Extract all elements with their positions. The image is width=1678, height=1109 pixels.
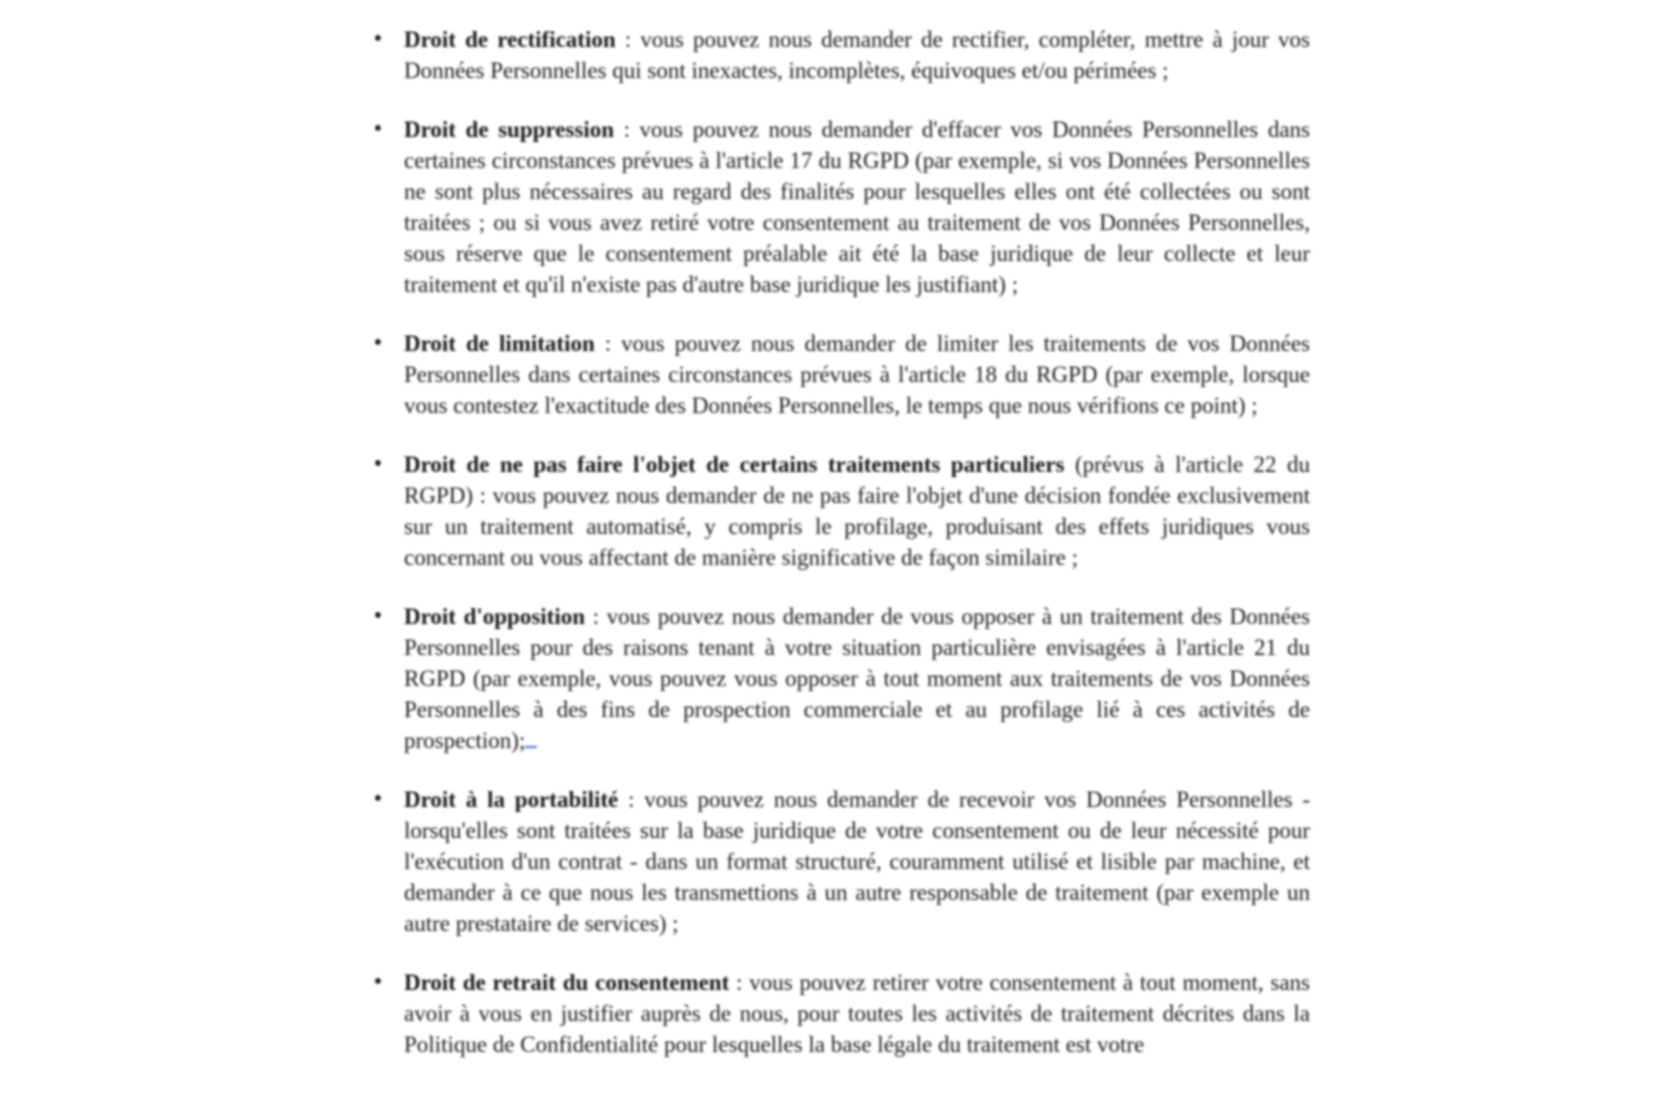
bullet-icon: • [373,786,383,812]
bullet-icon: • [373,969,383,995]
item-text: : vous pouvez nous demander de recevoir vos Données Personnelles - lorsqu'elles sont traitées sur la base juridique de votre consentement ou de leur nécessité pour l'exécution d'un contrat - dans un format structuré, couramment utilisé et lisible par machine, et demander à ce que nous les transmettions à un autre responsable de traitement (par exemple un autre prestataire de services) ; [404,787,1310,936]
list-item-portabilite [373,784,1310,939]
item-text: : vous pouvez nous demander de rectifier, compléter, mettre à jour vos Données Personnelles qui sont inexactes, incomplètes, équivoques et/ou périmées ; [404,27,1311,83]
list-item-suppression [373,114,1310,300]
list-item-rectification [373,24,1311,86]
list-item-traitements-particuliers [373,449,1310,573]
item-term: Droit de retrait du consentement [404,970,730,995]
item-term: Droit d'opposition [404,604,586,629]
bullet-icon: • [373,330,383,356]
bullet-icon: • [373,603,383,629]
list-item-retrait-consentement [373,967,1311,1060]
item-text: : vous pouvez nous demander d'effacer vos Données Personnelles dans certaines circonstances prévues à l'article 17 du RGPD (par exemple, si vos Données Personnelles ne sont plus nécessaires au regard des finalités pour lesquelles elles ont été collectées ou sont traitées ; ou si vous avez retiré votre consentement au traitement de vos Données Personnelles, sous réserve que le consentement préalable ait été la base juridique de leur collecte et leur traitement et qu'il n'existe pas d'autre base juridique les justifiant) ; [404,117,1310,297]
bullet-icon: • [373,116,383,142]
document-page [373,24,1311,1088]
bullet-icon: • [373,26,383,52]
item-term: Droit de limitation [404,331,595,356]
text-cursor-mark [525,732,537,748]
list-item-limitation [373,328,1310,421]
item-text: : vous pouvez nous demander de vous opposer à un traitement des Données Personnelles pour des raisons tenant à votre situation particulière envisagées à l'article 21 du RGPD (par exemple, vous pouvez vous opposer à tout moment aux traitements de vos Données Personnelles à des fins de prospection commerciale et au profilage lié à ces activités de prospection); [404,604,1310,753]
item-term: Droit de rectification [404,27,616,52]
item-term: Droit de suppression [404,117,615,142]
item-term: Droit de ne pas faire l'objet de certains traitements particuliers [404,452,1065,477]
bullet-icon: • [373,451,383,477]
item-text: (prévus à l'article 22 du RGPD) : vous pouvez nous demander de ne pas faire l'objet d'une décision fondée exclusivement sur un traitement automatisé, y compris le profilage, produisant des effets juridiques vous concernant ou vous affectant de manière significative de façon similaire ; [404,452,1310,570]
item-term: Droit à la portabilité [404,787,619,812]
list-item-opposition [373,601,1310,756]
rights-list [373,24,1311,1060]
item-text: : vous pouvez nous demander de limiter les traitements de vos Données Personnelles dans certaines circonstances prévues à l'article 18 du RGPD (par exemple, lorsque vous contestez l'exactitude des Données Personnelles, le temps que nous vérifions ce point) ; [404,331,1310,418]
item-text: : vous pouvez retirer votre consentement à tout moment, sans avoir à vous en justifier auprès de nous, pour toutes les activités de traitement décrites dans la Politique de Confidentialité pour lesquelles la base légale du traitement est votre [404,970,1311,1057]
